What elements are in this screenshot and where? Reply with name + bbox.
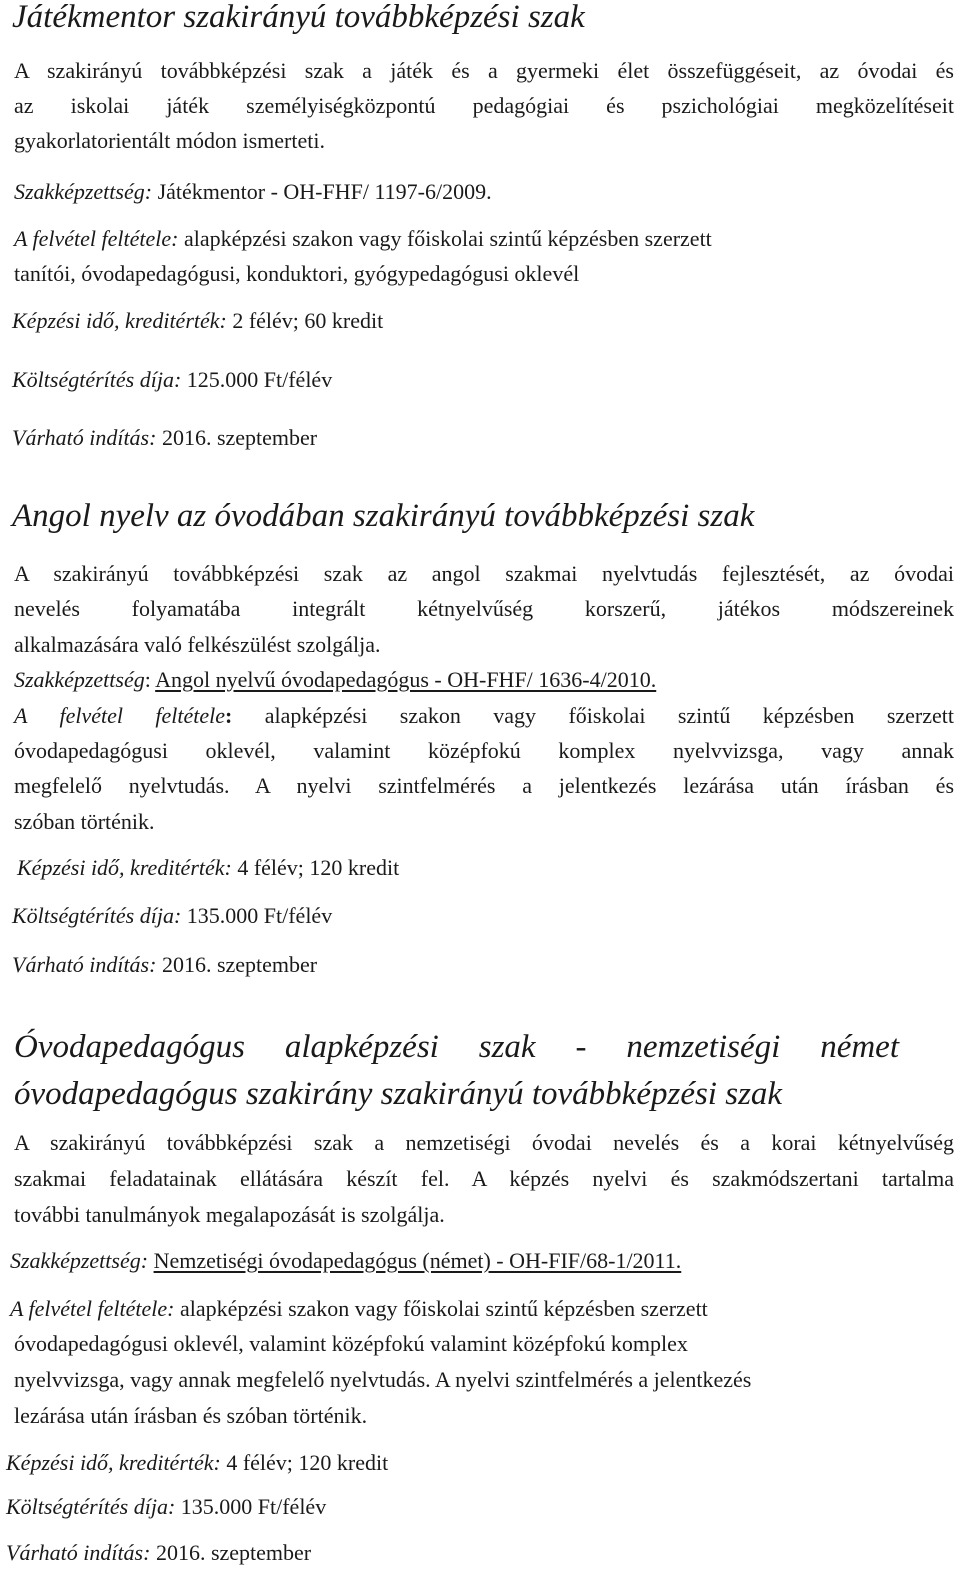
section3-desc-line-2: szakmai feladatainak ellátására készít fel. A képzés nyelvi és szakmódszertani tartalma — [14, 1166, 954, 1191]
start-label: Várható indítás: — [12, 425, 157, 450]
section1-title: Játékmentor szakirányú továbbképzési szak — [12, 0, 585, 35]
section1-desc-line-1: A szakirányú továbbképzési szak a játék és a gyermeki élet összefüggéseit, az óvodai és — [14, 58, 954, 83]
section3-desc-line-3: további tanulmányok megalapozását is szolgálja. — [14, 1202, 445, 1227]
start-value: 2016. szeptember — [161, 952, 318, 977]
section3-desc-line-1: A szakirányú továbbképzési szak a nemzetiségi óvodai nevelés és a korai kétnyelvűség — [14, 1130, 954, 1155]
start-value: 2016. szeptember — [161, 425, 318, 450]
section2-desc-line-2: nevelés folyamatába integrált kétnyelvűség korszerű, játékos módszereinek — [14, 596, 954, 621]
fee-value: 135.000 Ft/félév — [186, 903, 333, 928]
start-label: Várható indítás: — [6, 1540, 151, 1565]
section3-duration — [6, 1452, 388, 1474]
section2-desc-line-1: A szakirányú továbbképzési szak az angol szakmai nyelvtudás fejlesztését, az óvodai — [14, 561, 954, 586]
section1-qualification — [14, 181, 492, 203]
section3-admission-line-3: nyelvvizsga, vagy annak megfelelő nyelvtudás. A nyelvi szintfelmérés a jelentkezés — [14, 1367, 752, 1392]
section1-desc-line-3: gyakorlatorientált módon ismerteti. — [14, 128, 325, 153]
admission-label: A felvétel feltétele: — [10, 1296, 175, 1321]
qualification-value: Játékmentor - OH-FHF/ 1197-6/2009. — [157, 179, 492, 204]
section3-qualification — [10, 1250, 681, 1272]
section2-duration — [17, 857, 399, 879]
section2-start — [12, 954, 317, 976]
section1-start — [12, 427, 317, 449]
admission-text-line-1: alapképzési szakon vagy főiskolai szintű képzésben szerzett — [184, 226, 712, 251]
admission-text-line-1: alapképzési szakon vagy főiskolai szintű képzésben szerzett — [264, 703, 955, 728]
fee-label: Költségtérítés díja: — [12, 367, 182, 392]
start-value: 2016. szeptember — [155, 1540, 312, 1565]
section1-desc-line-2: az iskolai játék személyiségközpontú pedagógiai és pszichológiai megközelítéseit — [14, 93, 954, 118]
qualification-value: Nemzetiségi óvodapedagógus (német) - OH-FIF/68-1/2011. — [153, 1248, 682, 1273]
duration-label: Képzési idő, kreditérték: — [12, 308, 227, 333]
section3-fee — [6, 1496, 326, 1518]
section2-desc-line-3: alkalmazására való felkészülést szolgálja. — [14, 632, 381, 657]
duration-label: Képzési idő, kreditérték: — [6, 1450, 221, 1475]
admission-label: A felvétel feltétele — [14, 703, 225, 728]
section1-duration — [12, 310, 383, 332]
section3-admission-line-4: lezárása után írásban és szóban történik. — [14, 1403, 368, 1428]
duration-value: 2 félév; 60 kredit — [232, 308, 384, 333]
section3-title-line-2: óvodapedagógus szakirány szakirányú továbbképzési szak — [14, 1076, 783, 1112]
admission-colon: : — [225, 703, 233, 728]
fee-value: 125.000 Ft/félév — [186, 367, 333, 392]
section2-admission-line-4: szóban történik. — [14, 809, 155, 834]
fee-label: Költségtérítés díja: — [6, 1494, 176, 1519]
qualification-colon: : — [144, 667, 151, 692]
section1-admission-line-2: tanítói, óvodapedagógusi, konduktori, gyógypedagógusi oklevél — [14, 261, 580, 286]
section2-qualification — [14, 669, 656, 691]
admission-label: A felvétel feltétele: — [14, 226, 179, 251]
section1-fee — [12, 369, 332, 391]
section2-admission — [14, 705, 954, 727]
section2-admission-line-2: óvodapedagógusi oklevél, valamint középfokú komplex nyelvvizsga, vagy annak — [14, 738, 954, 763]
qualification-label: Szakképzettség — [14, 667, 145, 692]
qualification-label: Szakképzettség: — [10, 1248, 149, 1273]
qualification-value: Angol nyelvű óvodapedagógus - OH-FHF/ 1636-4/2010. — [155, 667, 657, 692]
section3-admission — [10, 1298, 708, 1320]
section3-title-line-1: Óvodapedagógus alapképzési szak - nemzetiségi német — [14, 1029, 899, 1065]
section1-admission — [14, 228, 712, 250]
section2-admission-line-3: megfelelő nyelvtudás. A nyelvi szintfelmérés a jelentkezés lezárása után írásban és — [14, 773, 954, 798]
qualification-label: Szakképzettség: — [14, 179, 153, 204]
duration-value: 4 félév; 120 kredit — [226, 1450, 389, 1475]
start-label: Várható indítás: — [12, 952, 157, 977]
section2-title: Angol nyelv az óvodában szakirányú továbbképzési szak — [12, 498, 755, 534]
fee-value: 135.000 Ft/félév — [180, 1494, 327, 1519]
fee-label: Költségtérítés díja: — [12, 903, 182, 928]
admission-text-line-1: alapképzési szakon vagy főiskolai szintű képzésben szerzett — [180, 1296, 708, 1321]
duration-label: Képzési idő, kreditérték: — [17, 855, 232, 880]
section2-fee — [12, 905, 332, 927]
section3-admission-line-2: óvodapedagógusi oklevél, valamint középfokú valamint középfokú komplex — [14, 1331, 688, 1356]
section3-start — [6, 1542, 311, 1564]
duration-value: 4 félév; 120 kredit — [237, 855, 400, 880]
